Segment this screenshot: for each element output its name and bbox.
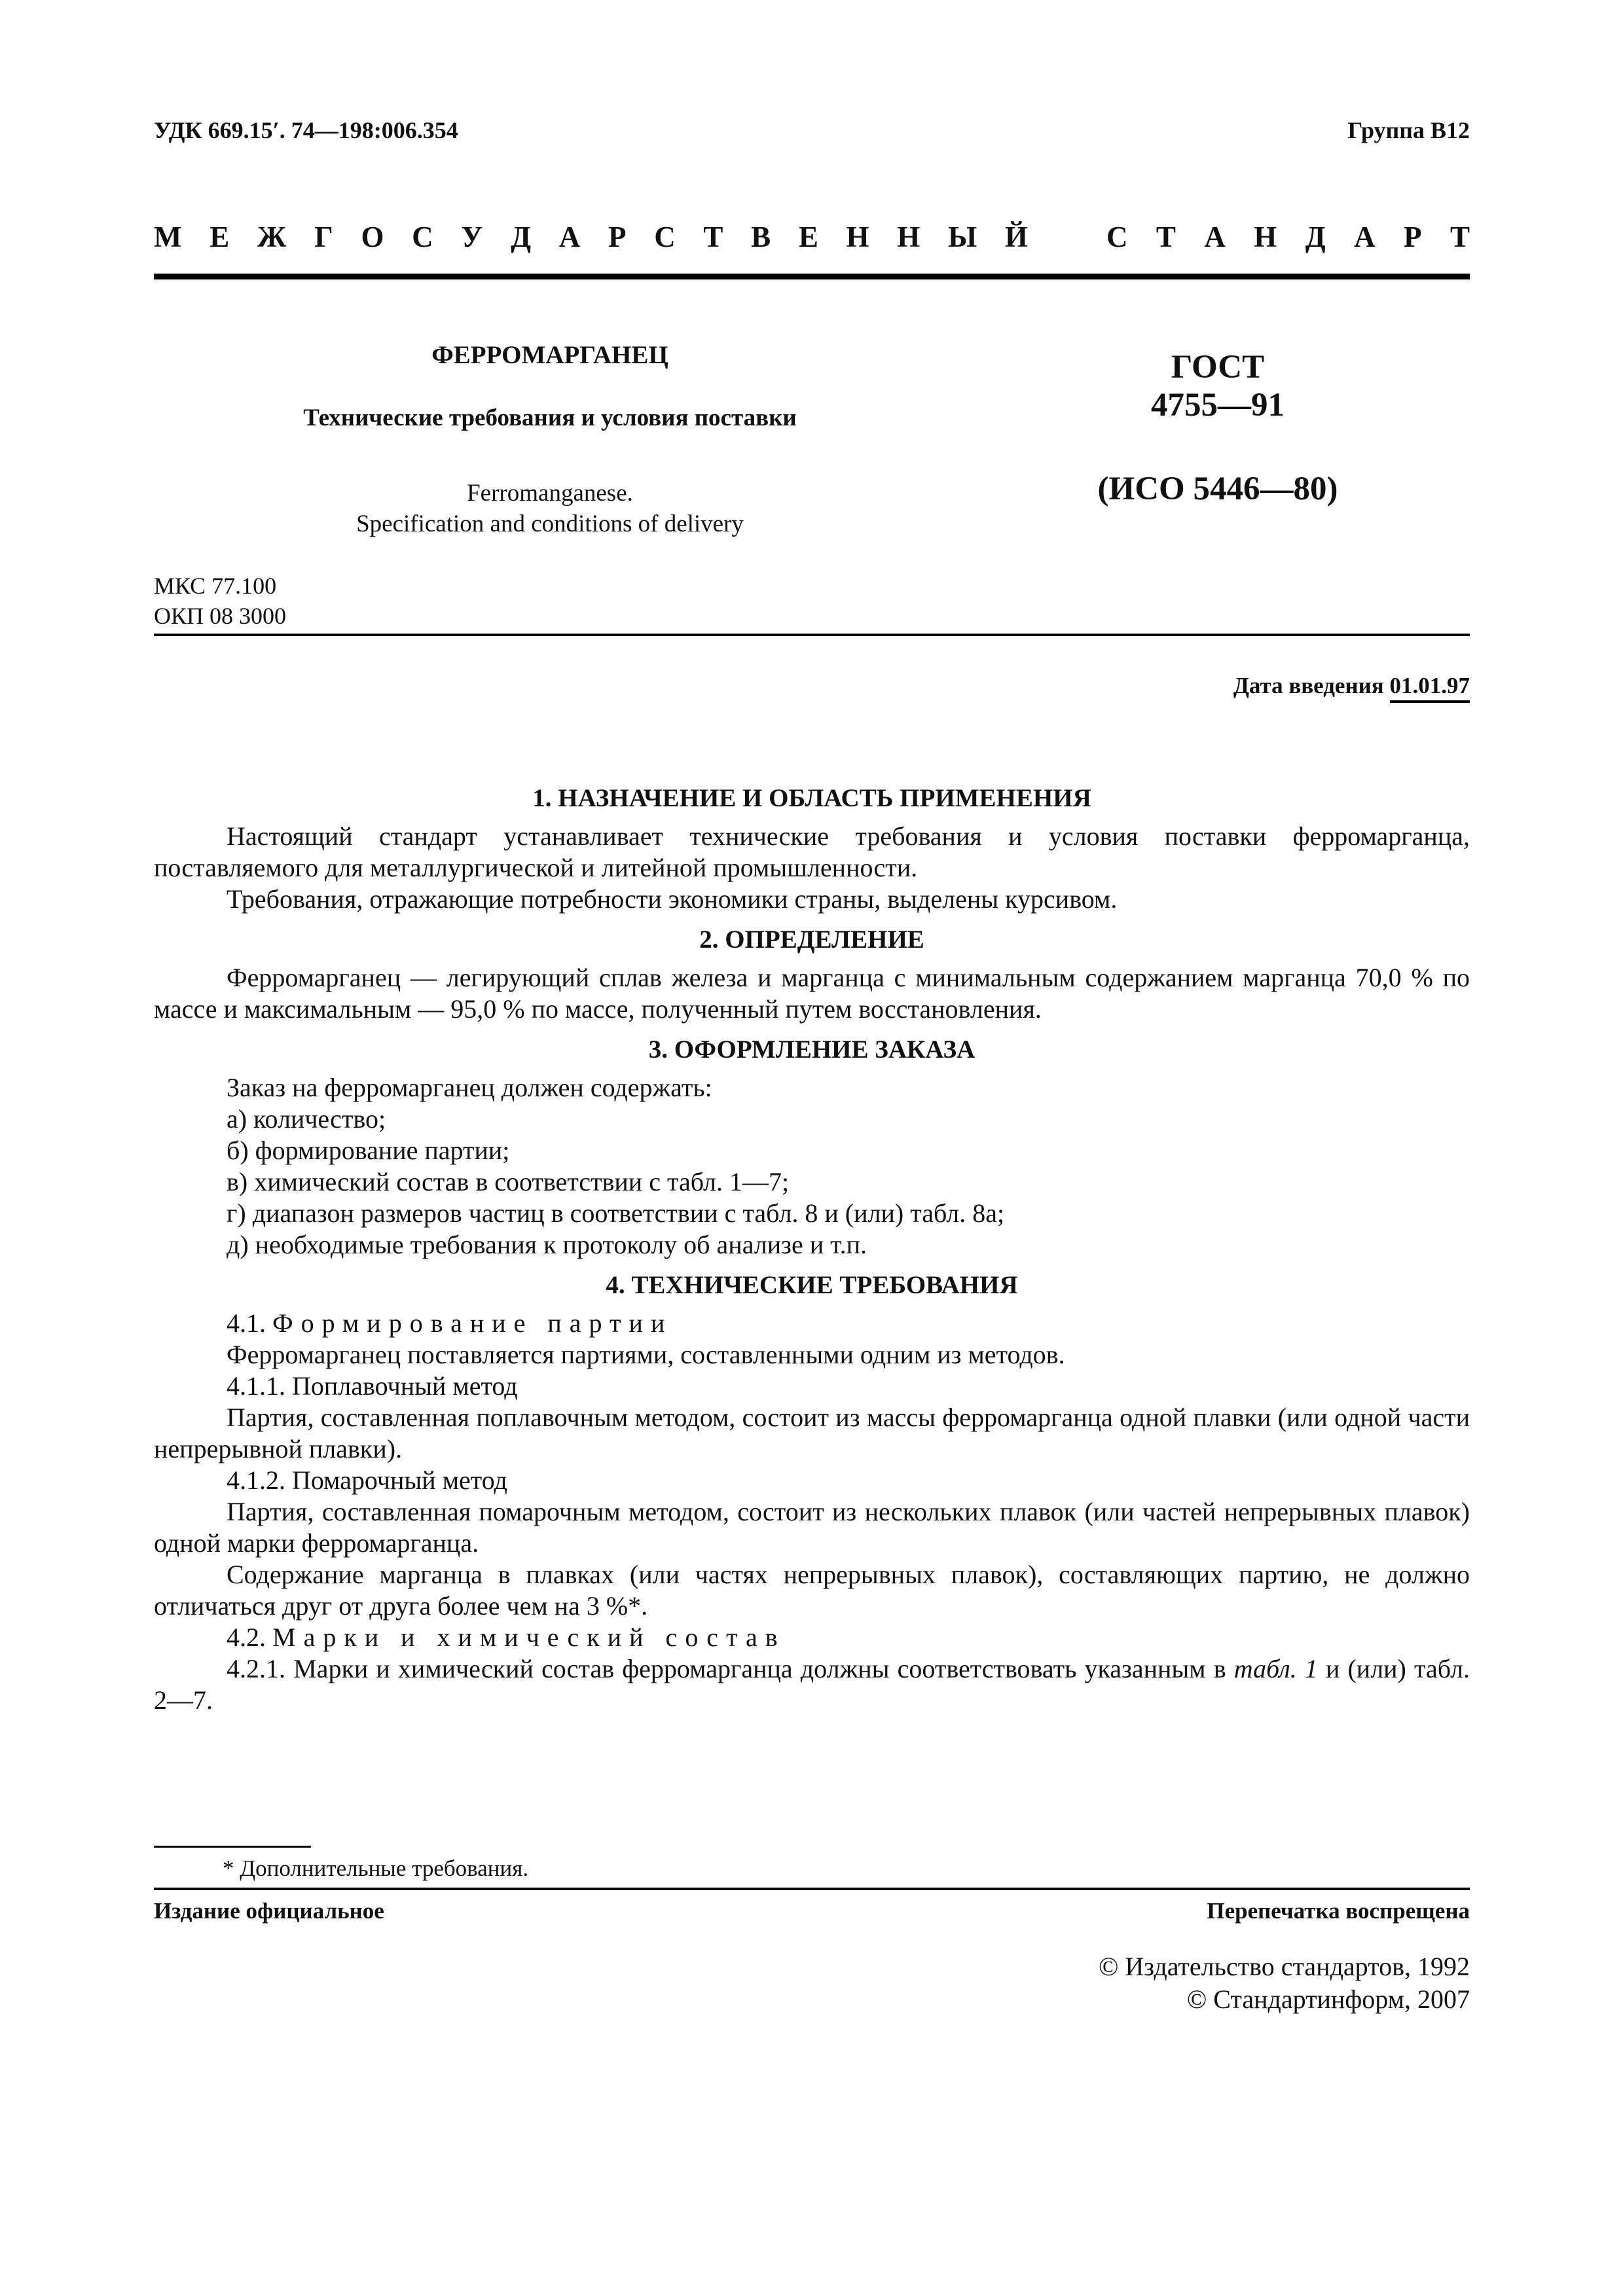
clause-4-2-1-text <box>154 1653 1470 1716</box>
footnote: * Дополнительные требования. <box>223 1856 529 1881</box>
iso-reference: (ИСО 5446—80) <box>1097 471 1338 507</box>
document-title: ФЕРРОМАРГАНЕЦ <box>431 341 668 369</box>
document-body <box>154 783 1470 1716</box>
copyright-2007: © Стандартинформ, 2007 <box>1186 1984 1470 2014</box>
document-subtitle: Технические требования и условия поставки <box>303 404 797 431</box>
clause-4-1-1-text: Партия, составленная поплавочным методом, состоит из массы ферромарганца одной плавки (или одной части непрерывной плавки). <box>154 1403 1470 1463</box>
section-3-heading: 3. ОФОРМЛЕНИЕ ЗАКАЗА <box>648 1035 976 1064</box>
english-title-line2: Specification and conditions of delivery <box>356 511 744 537</box>
clause-4-2-1-part-b: и (или) табл. 2—7. <box>154 1654 1470 1715</box>
gost-number: 4755—91 <box>1151 387 1285 423</box>
order-item: б) формирование партии; <box>227 1136 510 1165</box>
clause-4-2-1-part-a: 4.2.1. Марки и химический состав ферромарганца должны соответствовать указанным в <box>227 1654 1226 1683</box>
introduction-date-value: 01.01.97 <box>1390 673 1470 703</box>
udk-code: УДК 669.15′. 74—198:006.354 <box>154 117 458 143</box>
official-edition: Издание официальное <box>154 1898 384 1924</box>
section-1-paragraph-2: Требования, отражающие потребности экономики страны, выделены курсивом. <box>227 884 1118 914</box>
standard-number-block <box>1028 348 1408 508</box>
section-1-paragraph-1: Настоящий стандарт устанавливает технические требования и условия поставки ферромарганца, поставляемого для металлургической и литейной промышленности. <box>154 821 1470 882</box>
clause-4-2-1-italic-ref: табл. 1 <box>1233 1654 1318 1683</box>
order-item: а) количество; <box>227 1104 386 1134</box>
english-title <box>154 478 946 539</box>
footer-row <box>154 1898 1470 1924</box>
clause-4-1-title: Формирование партии <box>272 1308 673 1338</box>
clause-4-1-1-heading: 4.1.1. Поплавочный метод <box>227 1371 518 1401</box>
section-3-intro: Заказ на ферромарганец должен содержать: <box>227 1073 712 1102</box>
clause-4-1-2-heading: 4.1.2. Помарочный метод <box>227 1465 507 1495</box>
banner-word-standard: С Т А Н Д А Р Т <box>1106 221 1470 253</box>
order-item: г) диапазон размеров частиц в соответствии с табл. 8 и (или) табл. 8а; <box>227 1198 1005 1228</box>
mks-code: МКС 77.100 <box>154 573 277 599</box>
introduction-date-label: Дата введения <box>1233 673 1384 698</box>
title-block <box>154 340 946 539</box>
classification-codes <box>154 571 286 631</box>
clause-4-2-number: 4.2. <box>227 1623 266 1652</box>
section-1-heading: 1. НАЗНАЧЕНИЕ И ОБЛАСТЬ ПРИМЕНЕНИЯ <box>532 784 1091 812</box>
banner-word-interstate: М Е Ж Г О С У Д А Р С Т В Е Н Н Ы Й <box>154 221 1028 253</box>
header-row <box>154 117 1470 144</box>
footer-rule <box>154 1888 1470 1890</box>
reprint-prohibited: Перепечатка воспрещена <box>1207 1898 1470 1924</box>
copyright-block <box>1099 1950 1470 2016</box>
codes-rule <box>154 634 1470 636</box>
document-page <box>154 0 1470 2296</box>
group-code: Группа В12 <box>1347 117 1470 143</box>
clause-4-1-heading <box>154 1308 1470 1339</box>
section-4-heading: 4. ТЕХНИЧЕСКИЕ ТРЕБОВАНИЯ <box>606 1271 1018 1299</box>
clause-4-2-heading <box>154 1622 1470 1653</box>
footnote-separator <box>154 1846 311 1848</box>
copyright-1992: © Издательство стандартов, 1992 <box>1098 1952 1470 1981</box>
clause-4-1-2-text: Партия, составленная помарочным методом, состоит из нескольких плавок (или частей непрерывных плавок) одной марки ферромарганца. <box>154 1497 1470 1558</box>
clause-4-1-number: 4.1. <box>227 1308 266 1338</box>
section-2-paragraph-1: Ферромарганец — легирующий сплав железа и марганца с минимальным содержанием марганца 70,0 % по массе и максимальным — 95,0 % по массе, полученный путем восстановления. <box>154 963 1470 1024</box>
okp-code: ОКП 08 3000 <box>154 603 287 629</box>
banner-rule <box>154 274 1470 279</box>
clause-4-2-title: Марки и химический состав <box>272 1623 786 1652</box>
gost-label: ГОСТ <box>1171 349 1265 386</box>
introduction-date <box>1233 673 1470 699</box>
english-title-line1: Ferromanganese. <box>467 480 633 507</box>
clause-4-1-text: Ферромарганец поставляется партиями, составленными одним из методов. <box>227 1340 1065 1369</box>
order-item: в) химический состав в соответствии с табл. 1—7; <box>227 1167 790 1196</box>
order-item: д) необходимые требования к протоколу об анализе и т.п. <box>227 1230 867 1259</box>
section-2-heading: 2. ОПРЕДЕЛЕНИЕ <box>699 925 924 954</box>
clause-4-1-2-text-2: Содержание марганца в плавках (или частях непрерывных плавок), составляющих партию, не должно отличаться друг от друга более чем на 3 %*. <box>154 1560 1470 1621</box>
interstate-standard-banner <box>154 220 1470 254</box>
